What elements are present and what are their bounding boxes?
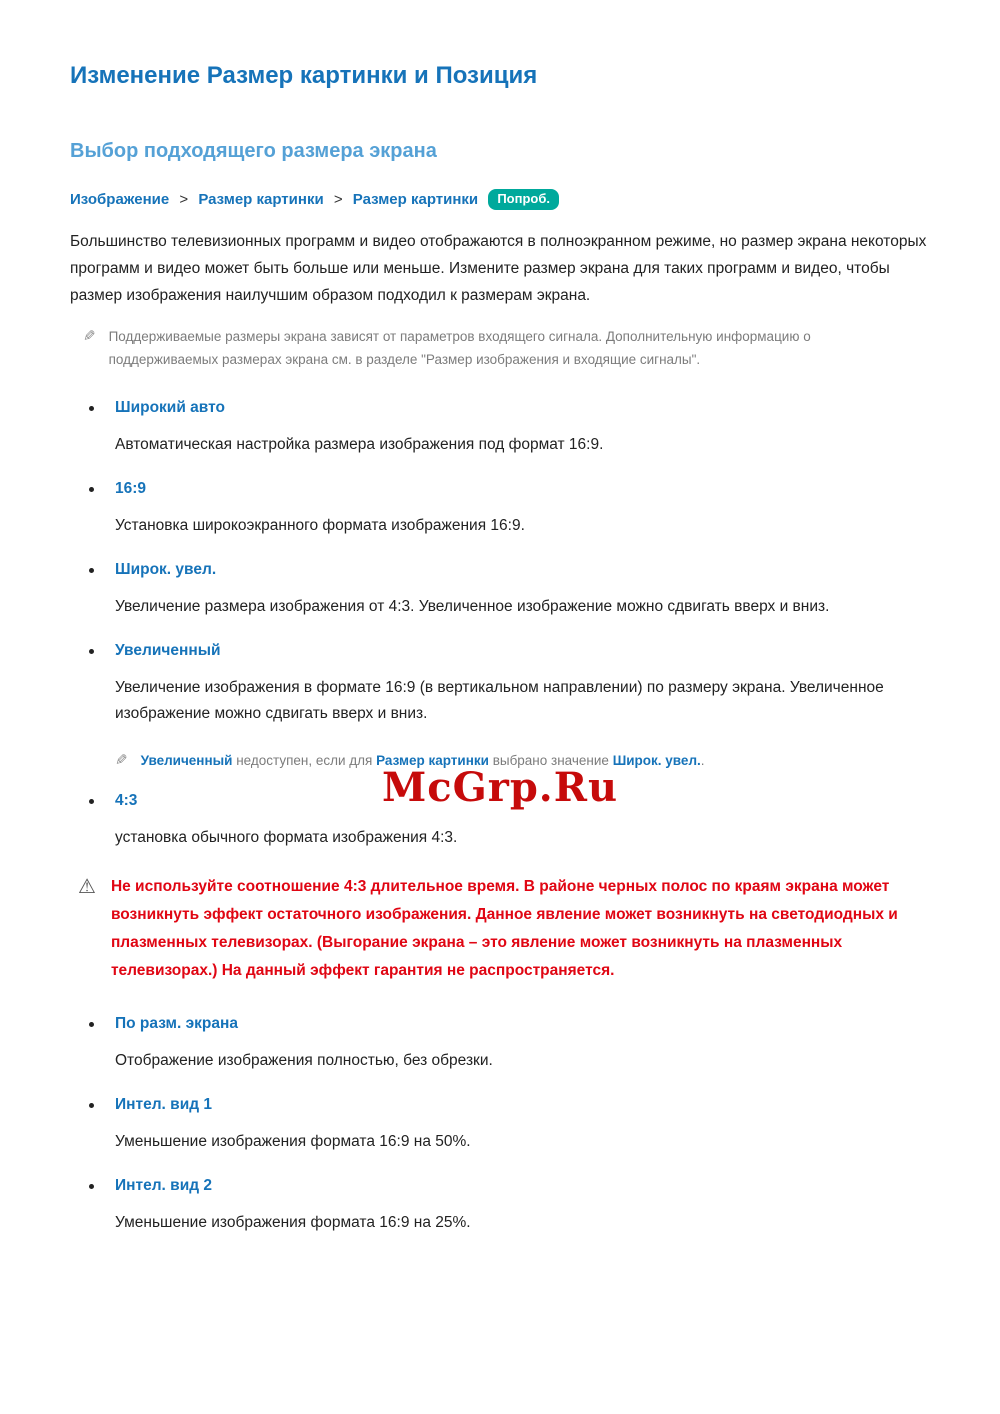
bullet-icon — [89, 406, 94, 411]
pencil-icon: ✎ — [83, 328, 96, 345]
warning-icon: ⚠ — [78, 876, 96, 898]
note-bold-picture-size: Размер картинки — [376, 753, 489, 768]
option-4-3 — [70, 792, 930, 851]
option-head — [70, 642, 930, 660]
option-label: Интел. вид 1 — [115, 1096, 212, 1113]
breadcrumb-item-image: Изображение — [70, 191, 170, 208]
bullet-icon — [89, 1022, 94, 1027]
breadcrumb-item-picture-size: Размер картинки — [198, 191, 324, 208]
option-description: Увеличение изображения в формате 16:9 (в вертикальном направлении) по размеру экрана. Увеличенное изображение можно сдвигать вверх и вниз. — [115, 679, 884, 722]
option-head — [70, 1096, 930, 1114]
option-wide-zoom — [70, 561, 930, 620]
option-screen-fit — [70, 1015, 930, 1074]
option-16-9 — [70, 480, 930, 539]
option-label: По разм. экрана — [115, 1015, 238, 1032]
option-description: Уменьшение изображения формата 16:9 на 50%. — [115, 1133, 471, 1150]
page-title: Изменение Размер картинки и Позиция — [70, 62, 538, 89]
warning-text: Не используйте соотношение 4:3 длительное время. В районе черных полос по краям экрана может возникнуть эффект остаточного изображения. Данное явление может возникнуть на светодиодных и плазменных телевизорах. (Выгорание экрана – это явление может возникнуть на плазменных телевизорах.) На данный эффект гарантия не распространяется. — [110, 878, 898, 979]
bullet-icon — [89, 1184, 94, 1189]
option-description: установка обычного формата изображения 4:3. — [115, 829, 458, 846]
bullet-icon — [89, 799, 94, 804]
option-description: Автоматическая настройка размера изображения под формат 16:9. — [115, 436, 604, 453]
note-text — [141, 749, 705, 772]
section-heading: Выбор подходящего размера экрана — [70, 140, 437, 162]
option-label: Широкий авто — [115, 399, 225, 416]
pencil-icon: ✎ — [115, 752, 128, 769]
option-label: Увеличенный — [115, 642, 221, 659]
option-smart-view-1 — [70, 1096, 930, 1155]
option-head — [70, 1177, 930, 1195]
option-description: Уменьшение изображения формата 16:9 на 25%. — [115, 1214, 471, 1231]
note-supported-sizes — [70, 325, 930, 371]
note-text: Поддерживаемые размеры экрана зависят от параметров входящего сигнала. Дополнительную информацию о поддерживаемых размерах экрана см. в разделе "Размер изображения и входящие сигналы". — [108, 329, 811, 367]
option-description: Отображение изображения полностью, без обрезки. — [115, 1052, 493, 1069]
option-label: 16:9 — [115, 480, 147, 497]
bullet-icon — [89, 568, 94, 573]
option-label: 4:3 — [115, 792, 138, 809]
option-head — [70, 1015, 930, 1033]
option-head — [70, 792, 930, 810]
warning-block — [70, 873, 930, 985]
option-smart-view-2 — [70, 1177, 930, 1236]
option-zoom — [70, 642, 930, 727]
option-head — [70, 399, 930, 417]
option-head — [70, 480, 930, 498]
breadcrumb-separator: > — [333, 191, 343, 208]
breadcrumb — [70, 189, 930, 210]
watermark: McGrp.Ru — [381, 764, 619, 811]
bullet-icon — [89, 1103, 94, 1108]
option-description: Увеличение размера изображения от 4:3. Увеличенное изображение можно сдвигать вверх и вниз. — [115, 598, 830, 615]
option-wide-auto — [70, 399, 930, 458]
try-now-badge[interactable]: Попроб. — [488, 189, 559, 210]
note-fragment: выбрано значение — [488, 753, 613, 768]
note-bold-wide-zoom: Широк. увел. — [612, 753, 701, 768]
option-description: Установка широкоэкранного формата изображения 16:9. — [115, 517, 525, 534]
intro-paragraph: Большинство телевизионных программ и видео отображаются в полноэкранном режиме, но размер экрана некоторых программ и видео может быть больше или меньше. Измените размер экрана для таких программ и видео, чтобы размер изображения наилучшим образом подходил к размерам экрана. — [70, 233, 927, 304]
option-label: Интел. вид 2 — [115, 1177, 212, 1194]
option-head — [70, 561, 930, 579]
bullet-icon — [89, 649, 94, 654]
note-zoom-unavailable — [102, 749, 930, 772]
note-bold-zoom: Увеличенный — [140, 753, 233, 768]
bullet-icon — [89, 487, 94, 492]
breadcrumb-separator: > — [179, 191, 189, 208]
option-label: Широк. увел. — [115, 561, 217, 578]
breadcrumb-item-picture-size-2: Размер картинки — [352, 191, 479, 208]
note-fragment: . — [700, 753, 705, 768]
note-fragment: недоступен, если для — [232, 753, 377, 768]
